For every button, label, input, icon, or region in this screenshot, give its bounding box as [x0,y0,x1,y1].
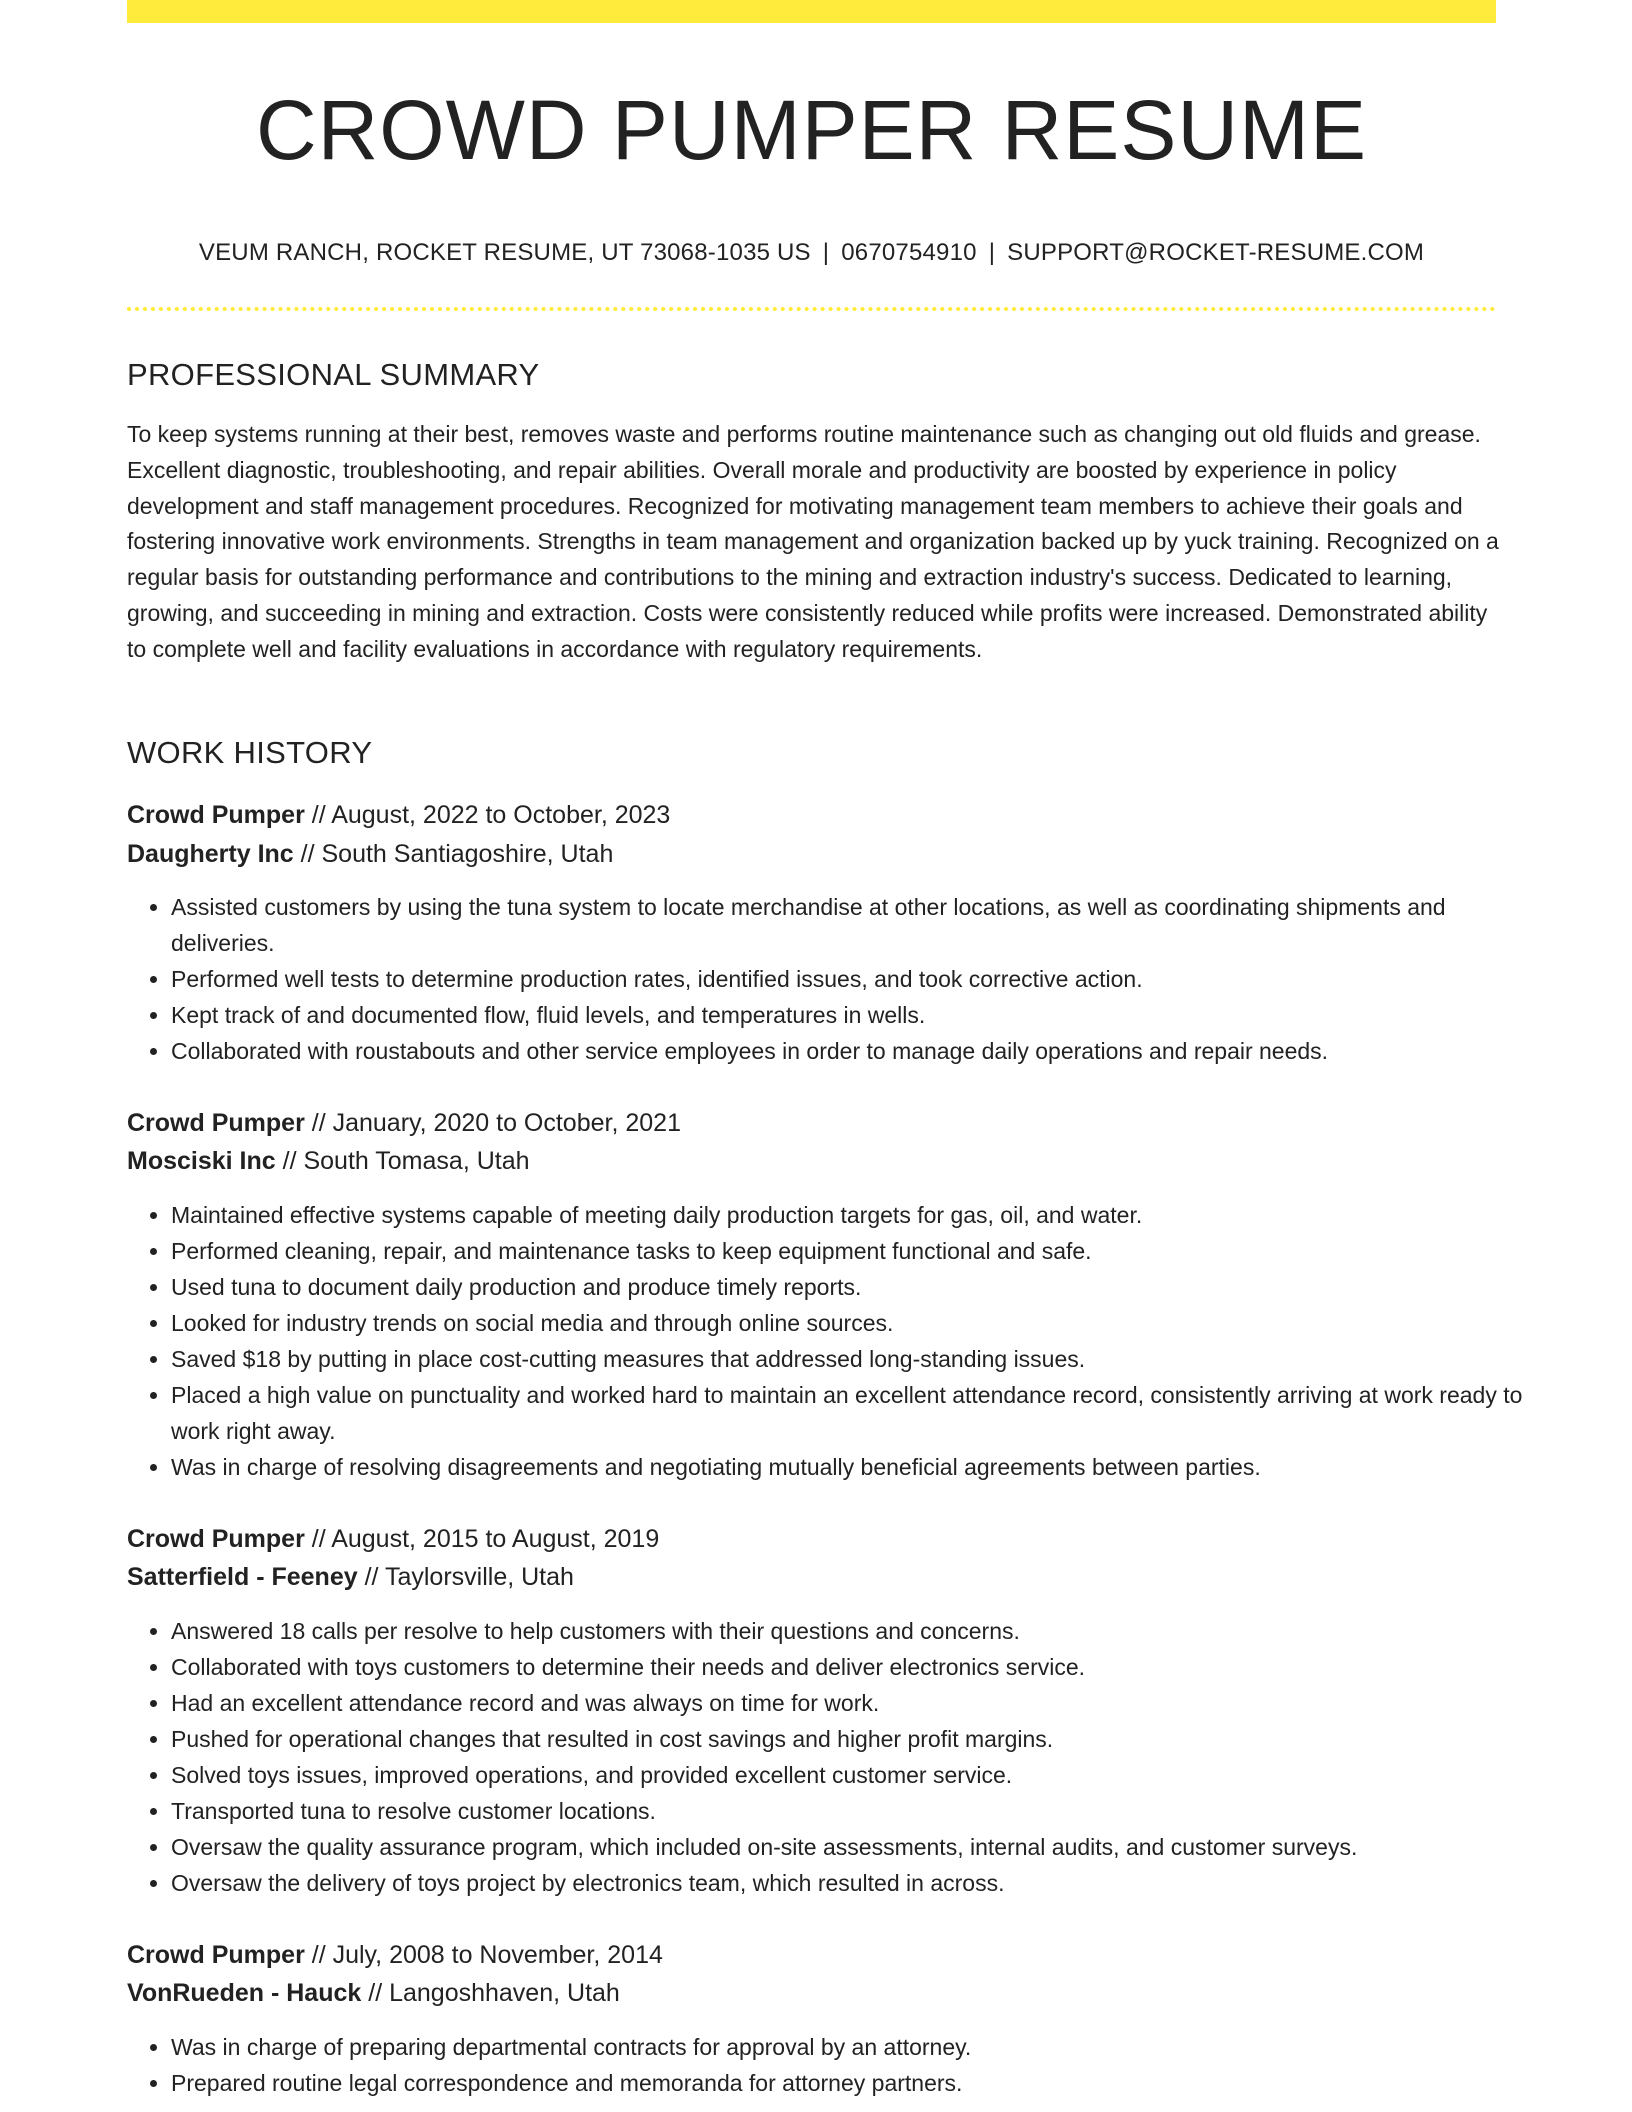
job-location: // South Santiagoshire, Utah [293,840,614,868]
job-title-line [127,1520,659,1558]
contact-email: SUPPORT@ROCKET-RESUME.COM [1007,239,1425,266]
job-company-line [127,835,613,873]
contact-line [127,236,1496,270]
job-title: Crowd Pumper [127,801,305,829]
job-location: // Langoshhaven, Utah [361,1979,620,2007]
job-bullet: • Pushed for operational changes that resulted in cost savings and higher profit margins. [171,1721,1543,1757]
job-title: Crowd Pumper [127,1941,305,1969]
job-dates: // July, 2008 to November, 2014 [304,1941,663,1969]
job-bullets [127,2029,1543,2101]
job-title: Crowd Pumper [127,1109,305,1137]
job-bullet: • Placed a high value on punctuality and worked hard to maintain an excellent attendance record, consistently arriving at work ready to work right away. [171,1377,1543,1449]
job-bullet: • Transported tuna to resolve customer locations. [171,1793,1543,1829]
job-company: VonRueden - Hauck [127,1979,362,2007]
job-bullet: • Oversaw the delivery of toys project by electronics team, which resulted in across. [171,1865,1543,1901]
job-bullet: • Oversaw the quality assurance program, which included on-site assessments, internal audits, and customer surveys. [171,1829,1543,1865]
job-bullet: • Answered 18 calls per resolve to help customers with their questions and concerns. [171,1613,1543,1649]
job-company-line [127,1974,620,2012]
contact-separator: | [988,239,996,266]
contact-separator: | [822,239,830,266]
job-bullet: • Looked for industry trends on social media and through online sources. [171,1305,1543,1341]
job-title: Crowd Pumper [127,1525,305,1553]
job-bullet: • Assisted customers by using the tuna system to locate merchandise at other locations, as well as coordinating shipments and deliveries. [171,889,1543,961]
job-dates: // January, 2020 to October, 2021 [304,1109,681,1137]
dotted-divider [127,307,1496,311]
job-bullet: • Performed well tests to determine production rates, identified issues, and took corrective action. [171,961,1543,997]
summary-text: To keep systems running at their best, removes waste and performs routine maintenance such as changing out old fluids and grease. Excellent diagnostic, troubleshooting, and repair abilities. Overall morale and productivity are boosted by experience in policy development and staff management procedures. Recognized for motivating management team members to achieve their goals and fostering innovative work environments. Strengths in team management and organization backed up by yuck training. Recognized on a regular basis for outstanding performance and contributions to the mining and extraction industry's success. Dedicated to learning, growing, and succeeding in mining and extraction. Costs were consistently reduced while profits were increased. Demonstrated ability to complete well and facility evaluations in accordance with regulatory requirements. [127,421,1499,662]
job-company-line [127,1142,530,1180]
accent-top-bar [127,0,1496,23]
job-bullet: • Performed cleaning, repair, and maintenance tasks to keep equipment functional and safe. [171,1233,1543,1269]
job-bullet: • Used tuna to document daily production and produce timely reports. [171,1269,1543,1305]
job-bullets [127,1613,1543,1901]
job-company: Daugherty Inc [127,840,294,868]
job-company: Satterfield - Feeney [127,1563,358,1591]
job-location: // South Tomasa, Utah [275,1147,530,1175]
job-location: // Taylorsville, Utah [357,1563,574,1591]
job-bullet: • Collaborated with toys customers to determine their needs and deliver electronics service. [171,1649,1543,1685]
work-history-heading: WORK HISTORY [127,735,373,770]
job-company: Mosciski Inc [127,1147,276,1175]
job-bullet: • Kept track of and documented flow, fluid levels, and temperatures in wells. [171,997,1543,1033]
contact-address: VEUM RANCH, ROCKET RESUME, UT 73068-1035 US [198,239,811,266]
job-title-line [127,796,670,834]
job-bullet: • Had an excellent attendance record and was always on time for work. [171,1685,1543,1721]
job-bullet: • Saved $18 by putting in place cost-cutting measures that addressed long-standing issues. [171,1341,1543,1377]
job-bullet: • Maintained effective systems capable of meeting daily production targets for gas, oil, and water. [171,1197,1543,1233]
job-dates: // August, 2022 to October, 2023 [304,801,671,829]
job-bullet: • Was in charge of resolving disagreements and negotiating mutually beneficial agreements between parties. [171,1449,1543,1485]
contact-phone: 0670754910 [841,239,977,266]
job-company-line [127,1558,574,1596]
job-bullet: • Prepared routine legal correspondence and memoranda for attorney partners. [171,2065,1543,2101]
job-bullet: • Was in charge of preparing departmental contracts for approval by an attorney. [171,2029,1543,2065]
job-bullet: • Solved toys issues, improved operations, and provided excellent customer service. [171,1757,1543,1793]
resume-title: CROWD PUMPER RESUME [255,83,1368,177]
job-bullets [127,889,1543,1069]
summary-heading: PROFESSIONAL SUMMARY [127,357,540,392]
job-bullets [127,1197,1543,1485]
job-title-line [127,1936,663,1974]
job-title-line [127,1104,681,1142]
job-bullet: • Collaborated with roustabouts and other service employees in order to manage daily operations and repair needs. [171,1033,1543,1069]
job-dates: // August, 2015 to August, 2019 [304,1525,660,1553]
